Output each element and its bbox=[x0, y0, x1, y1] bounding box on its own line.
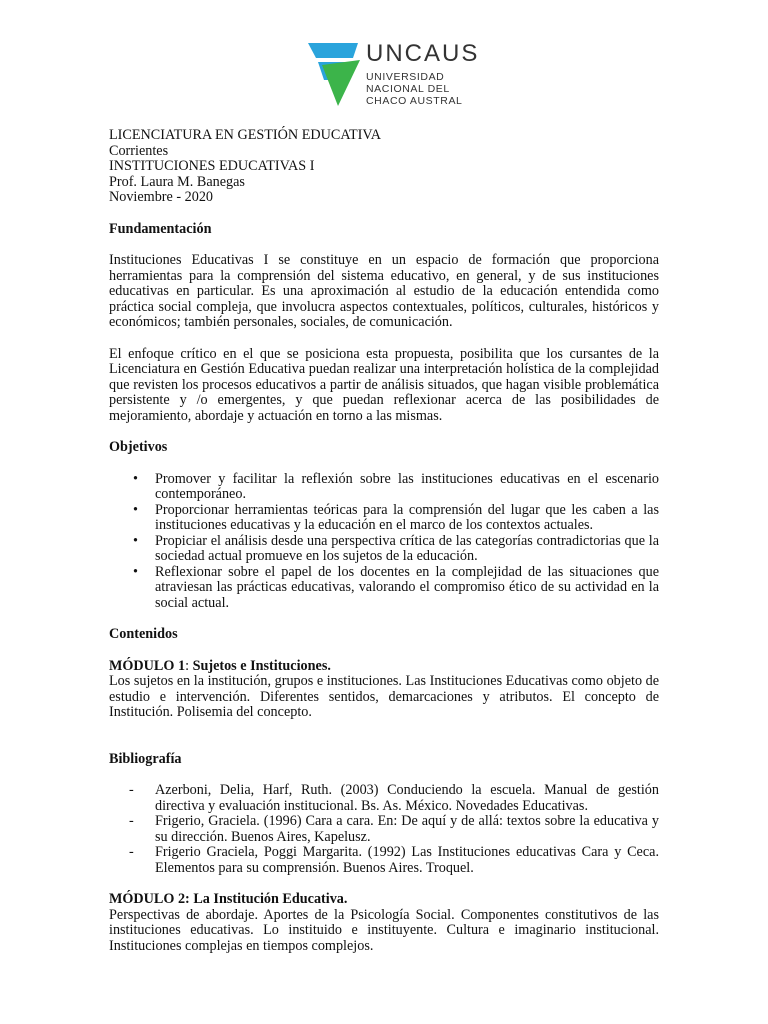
location: Corrientes bbox=[109, 142, 169, 159]
uncaus-emblem-icon bbox=[308, 40, 364, 108]
logo-subtitle-line: NACIONAL DEL bbox=[366, 83, 450, 95]
bibliografia-list bbox=[109, 783, 659, 876]
objetivos-list bbox=[109, 472, 659, 612]
document-body bbox=[109, 128, 659, 954]
list-item: • Reflexionar sobre el papel de los docentes en la complejidad de las situaciones que atraviesan las prácticas educativas, valorando el compromiso ético de su actividad en la social actual. bbox=[109, 565, 659, 612]
fundamentacion-paragraph: El enfoque crítico en el que se posiciona esta propuesta, posibilita que los cursantes de la Licenciatura en Gestión Educativa puedan realizar una interpretación holística de la complejidad que revisten los procesos educativos a partir de análisis situados, que hagan visible problemática persistente y /o emergentes, y que puedan reflexionar acerca de las posibilidades de mejoramiento, abordaje y actuación en torno a las mismas. bbox=[109, 345, 659, 424]
modulo-2-text: Perspectivas de abordaje. Aportes de la Psicología Social. Componentes constitutivos de las instituciones educativas. Lo instituido e instituyente. Cultura e imaginario institucional. Instituciones complejas en tiempos complejos. bbox=[109, 906, 659, 954]
modulo-1-separator: : bbox=[185, 657, 190, 674]
course-title: INSTITUCIONES EDUCATIVAS I bbox=[109, 158, 315, 174]
modulo-1-label: MÓDULO 1 bbox=[109, 657, 186, 674]
modulo-2-heading: MÓDULO 2: La Institución Educativa. bbox=[109, 891, 348, 907]
list-item: • Proporcionar herramientas teóricas para la comprensión del lugar que les caben a las instituciones educativas y la educación en el marco de los contextos actuales. bbox=[109, 503, 659, 534]
date: Noviembre - 2020 bbox=[109, 189, 214, 205]
list-item: - Azerboni, Delia, Harf, Ruth. (2003) Conduciendo la escuela. Manual de gestión directiva y evaluación institucional. Bs. As. México. Novedades Educativas. bbox=[109, 783, 659, 814]
logo-subtitle-line: UNIVERSIDAD bbox=[366, 71, 445, 83]
logo-title: UNCAUS bbox=[366, 40, 480, 67]
list-item: • Propiciar el análisis desde una perspectiva crítica de las categorías contradictorias que la sociedad actual promueve en los sujetos de la educación. bbox=[109, 534, 659, 565]
section-heading-contenidos: Contenidos bbox=[109, 626, 178, 642]
career-title: LICENCIATURA EN GESTIÓN EDUCATIVA bbox=[109, 127, 382, 143]
list-item: - Frigerio, Graciela. (1996) Cara a cara. En: De aquí y de allá: textos sobre la educativa y su dirección. Buenos Aires, Kapelusz. bbox=[109, 814, 659, 845]
fundamentacion-paragraph: Instituciones Educativas I se constituye en un espacio de formación que proporciona herramientas para la comprensión del sistema educativo, en general, y de sus instituciones educativas en particular. Es una aproximación al estudio de la educación entendida como práctica social compleja, que involucra aspectos contextuales, políticos, culturales, históricos y económicos; también personales, sociales, de comunicación. bbox=[109, 252, 659, 330]
modulo-1-title: Sujetos e Instituciones. bbox=[189, 657, 331, 674]
logo-subtitle-line: CHACO AUSTRAL bbox=[366, 95, 463, 107]
list-item: - Frigerio Graciela, Poggi Margarita. (1992) Las Instituciones educativas Cara y Ceca. Elementos para su comprensión. Buenos Aires. Troquel. bbox=[109, 845, 659, 876]
section-heading-objetivos: Objetivos bbox=[109, 439, 168, 455]
professor: Prof. Laura M. Banegas bbox=[109, 173, 245, 190]
logo-subtitle bbox=[366, 71, 463, 107]
section-heading-bibliografia: Bibliografía bbox=[109, 750, 182, 767]
modulo-1-heading bbox=[109, 659, 659, 675]
university-logo bbox=[308, 40, 478, 110]
document-header bbox=[109, 128, 659, 206]
section-heading-fundamentacion: Fundamentación bbox=[109, 220, 212, 237]
list-item: • Promover y facilitar la reflexión sobre las instituciones educativas en el escenario contemporáneo. bbox=[109, 472, 659, 503]
modulo-1-text: Los sujetos en la institución, grupos e instituciones. Las Instituciones Educativas como objeto de estudio e intervención. Diferentes sentidos, demarcaciones y atributos. El concepto de Institución. Polisemia del concepto. bbox=[109, 673, 659, 720]
